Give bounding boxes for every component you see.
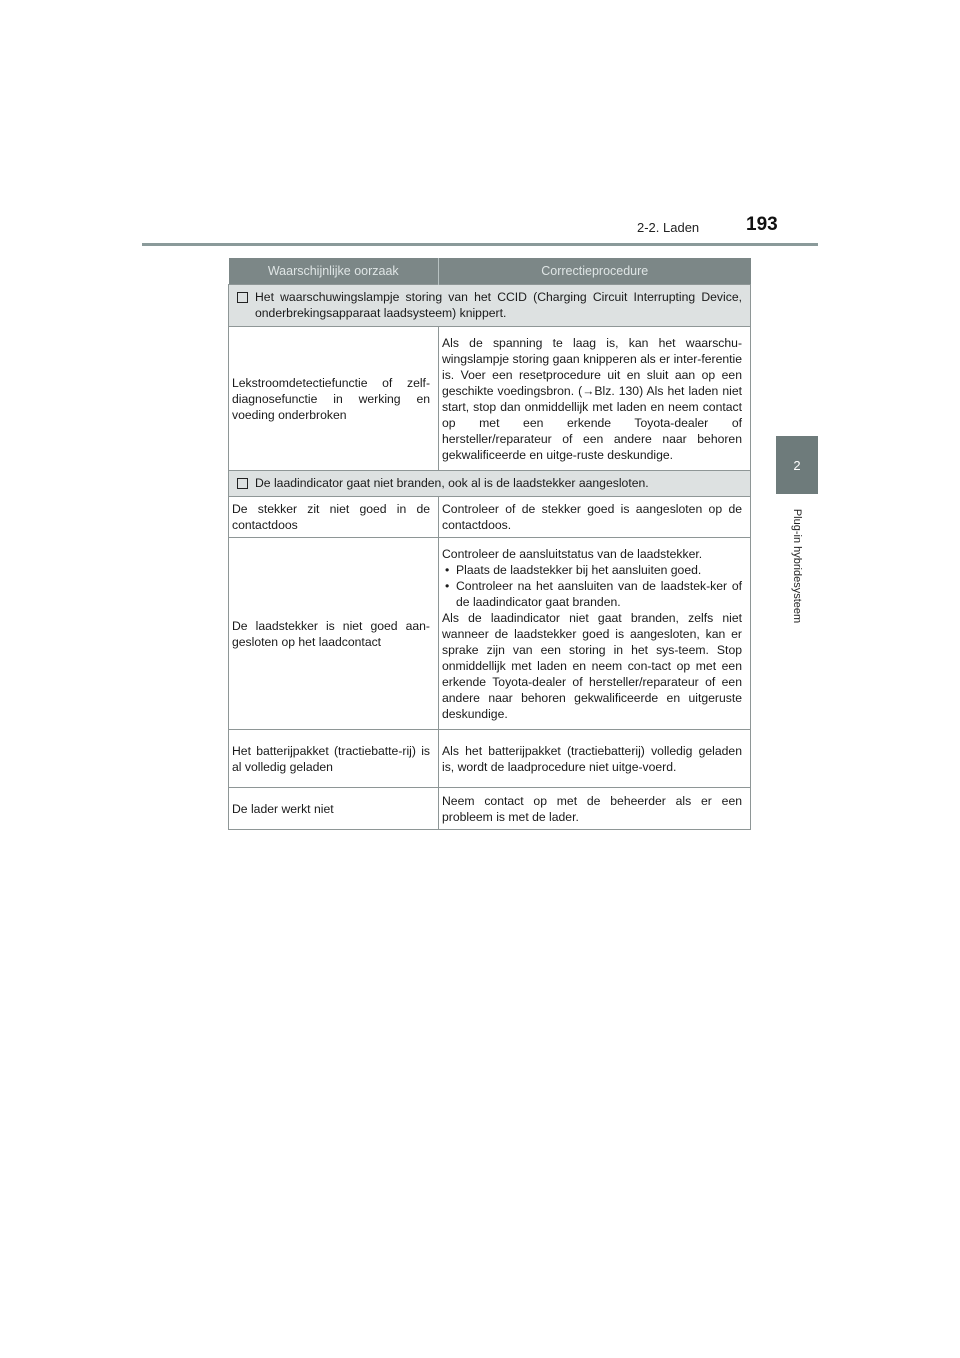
fix-cell: Als het batterijpakket (tractiebatterij) volledig geladen is, wordt de laadprocedure niet uitge-voerd. (439, 730, 751, 788)
troubleshooting-table (228, 258, 751, 830)
fix-cell (439, 538, 751, 730)
cause-cell: De lader werkt niet (229, 788, 439, 830)
list-item: • Plaats de laadstekker bij het aansluiten goed. (442, 562, 742, 578)
section-cell (229, 471, 751, 497)
chapter-tab (776, 436, 818, 494)
checkbox-square-icon (237, 292, 248, 303)
table-row (229, 730, 751, 788)
cause-cell: De stekker zit niet goed in de contactdoos (229, 497, 439, 538)
fix-intro: Controleer de aansluitstatus van de laadstekker. (442, 546, 703, 561)
cause-cell: Het batterijpakket (tractiebatte-rij) is al volledig geladen (229, 730, 439, 788)
section-row (229, 285, 751, 327)
header-divider (142, 243, 818, 246)
chapter-label: Plug-in hybridesysteem (791, 508, 803, 624)
page-number: 193 (746, 214, 778, 235)
section-cell (229, 285, 751, 327)
section-row (229, 471, 751, 497)
section-title-text: De laadindicator gaat niet branden, ook al is de laadstekker aangesloten. (255, 476, 649, 490)
table-row (229, 497, 751, 538)
cause-cell: De laadstekker is niet goed aan-gesloten op het laadcontact (229, 538, 439, 730)
fix-cell: Als de spanning te laag is, kan het waarschu-wingslampje storing gaan knipperen als er inter-ferentie is. Voer een resetprocedure uit en sluit aan op een geschikte voedingsbron. (→Blz. 130) Als het laden niet start, stop dan onmiddellijk met laden en neem contact op met een erkende Toyota-dealer of hersteller/reparateur of een andere naar behoren gekwalificeerde en uitge-ruste deskundige. (439, 327, 751, 471)
section-title-text: Het waarschuwingslampje storing van het CCID (Charging Circuit Interrupting Device, onderbrekingsapparaat laadsysteem) knippert. (255, 290, 742, 320)
checkbox-square-icon (237, 478, 248, 489)
fix-bullet-list (442, 562, 742, 610)
list-item: • Controleer na het aansluiten van de laadstek-ker of de laadindicator gaat branden. (442, 578, 742, 610)
fix-cell: Neem contact op met de beheerder als er een probleem is met de lader. (439, 788, 751, 830)
table-row (229, 538, 751, 730)
fix-outro: Als de laadindicator niet gaat branden, zelfs niet wanneer de laadstekker goed is aangesloten, kan er sprake zijn van een storing in het sys-teem. Stop onmiddellijk met laden en neem con-tact op met een erkende Toyota-dealer of hersteller/reparateur of een andere naar behoren gekwalificeerde en uitgeruste deskundige. (442, 610, 742, 721)
table-row (229, 327, 751, 471)
cause-cell: Lekstroomdetectiefunctie of zelf-diagnosefunctie in werking en voeding onderbroken (229, 327, 439, 471)
column-header-cause: Waarschijnlijke oorzaak (229, 258, 439, 285)
chapter-number: 2 (793, 457, 801, 473)
section-title: 2-2. Laden (637, 220, 700, 235)
column-header-fix: Correctieprocedure (439, 258, 751, 285)
table-header-row (229, 258, 751, 285)
fix-cell: Controleer of de stekker goed is aangesloten op de contactdoos. (439, 497, 751, 538)
table-row (229, 788, 751, 830)
